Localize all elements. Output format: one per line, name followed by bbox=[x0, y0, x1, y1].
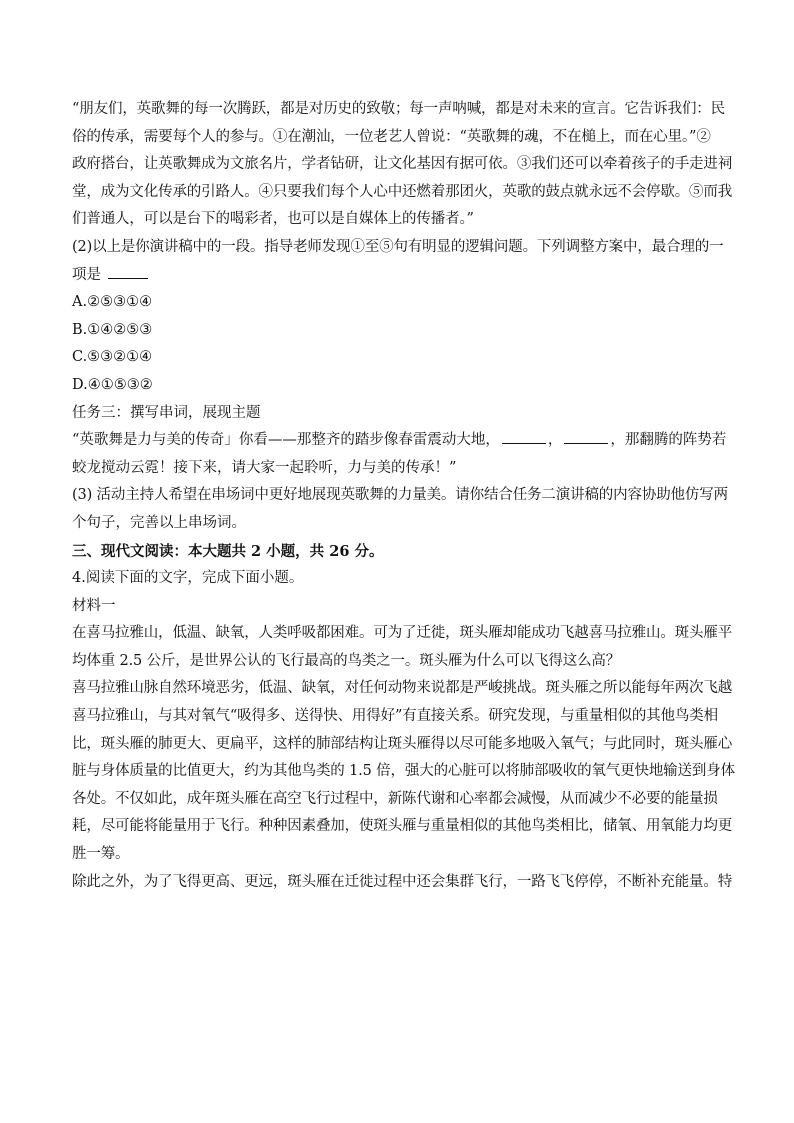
material-line: 喜马拉雅山脉自然环境恶劣，低温、缺氧，对任何动物来说都是严峻挑战。斑头雁之所以能每年两次飞越 bbox=[72, 680, 733, 697]
question-2-prompt-cont bbox=[72, 262, 720, 290]
question-3-prompt: (3) 活动主持人希望在串场词中更好地展现英歌舞的力量美。请你结合任务二演讲稿的内容协助他仿写两 bbox=[72, 487, 728, 504]
material-line: 胜一筹。 bbox=[72, 846, 130, 863]
option-d[interactable]: D.④①⑤③② bbox=[72, 376, 153, 393]
question-4-prompt: 4.阅读下面的文字，完成下面小题。 bbox=[72, 570, 304, 587]
option-b[interactable]: B.①④②⑤③ bbox=[72, 321, 153, 338]
option-a[interactable]: A.②⑤③①④ bbox=[72, 294, 153, 311]
material-line: 均体重 2.5 公斤，是世界公认的飞行最高的鸟类之一。斑头雁为什么可以飞得这么高？ bbox=[72, 652, 621, 669]
material-line: 在喜马拉雅山，低温、缺氧，人类呼吸都困难。可为了迁徙，斑头雁却能成功飞越喜马拉雅山。斑头雁平 bbox=[72, 625, 733, 642]
speech-line: 政府搭台，让英歌舞成为文旅名片，学者钻研，让文化基因有据可依。③我们还可以牵着孩子的手走进祠 bbox=[72, 156, 733, 173]
material-line: 耗，尽可能将能量用于飞行。种种因素叠加，使斑头雁与重量相似的其他鸟类相比，储氧、用氧能力均更 bbox=[72, 818, 733, 835]
document-page bbox=[72, 96, 735, 896]
option-c[interactable]: C.⑤③②①④ bbox=[72, 349, 153, 366]
question-2-prompt-tail: 项是 bbox=[72, 266, 106, 283]
task-3-sep: ， bbox=[547, 432, 563, 449]
fill-blank-2[interactable] bbox=[564, 429, 608, 444]
question-3-prompt-cont: 个句子，完善以上串场词。 bbox=[72, 514, 246, 531]
material-line: 喜马拉雅山，与其对氧气“吸得多、送得快、用得好”有直接关系。研究发现，与重量相似的其他鸟类相 bbox=[72, 708, 718, 725]
task-3-text-end: ，那翻腾的阵势若 bbox=[610, 432, 727, 449]
material-line: 比，斑头雁的肺更大、更扁平，这样的肺部结构让斑头雁得以尽可能多地吸入氧气；与此同时，斑头雁心 bbox=[72, 735, 733, 752]
task-3-line bbox=[72, 427, 727, 455]
material-line: 脏与身体质量的比值更大，约为其他鸟类的 1.5 倍，强大的心脏可以将肺部吸收的氧气更快地输送到身体 bbox=[72, 763, 735, 780]
question-2-prompt: (2)以上是你演讲稿中的一段。指导老师发现①至⑤句有明显的逻辑问题。下列调整方案中，最合理的一 bbox=[72, 238, 724, 255]
task-3-line-2: 蛟龙搅动云霓！接下来，请大家一起聆听，力与美的传承！” bbox=[72, 459, 457, 476]
material-title: 材料一 bbox=[72, 597, 116, 614]
material-line: 除此之外，为了飞得更高、更远，斑头雁在迁徙过程中还会集群飞行，一路飞飞停停，不断补充能量。特 bbox=[72, 873, 733, 890]
speech-line: 俗的传承，需要每个人的参与。①在潮汕，一位老艺人曾说：“英歌舞的魂，不在槌上，而在心里。”② bbox=[72, 128, 711, 145]
task-3-title: 任务三：撰写串词，展现主题 bbox=[72, 404, 261, 421]
answer-blank[interactable] bbox=[108, 264, 148, 279]
task-3-text: “英歌舞是力与美的传奇」你看——那整齐的踏步像春雷震动大地， bbox=[72, 432, 500, 449]
speech-line: 们普通人，可以是台下的喝彩者，也可以是自媒体上的传播者。” bbox=[72, 211, 474, 228]
speech-line: “朋友们，英歌舞的每一次腾跃，都是对历史的致敬；每一声呐喊，都是对未来的宣言。它告诉我们：民 bbox=[72, 101, 726, 117]
fill-blank-1[interactable] bbox=[502, 429, 546, 444]
section-3-heading: 三、现代文阅读：本大题共 2 小题，共 26 分。 bbox=[72, 542, 384, 560]
material-line: 各处。不仅如此，成年斑头雁在高空飞行过程中，新陈代谢和心率都会减慢，从而减少不必要的能量损 bbox=[72, 790, 718, 807]
speech-line: 堂，成为文化传承的引路人。④只要我们每个人心中还燃着那团火，英歌的鼓点就永远不会停歇。⑤而我 bbox=[72, 183, 733, 200]
